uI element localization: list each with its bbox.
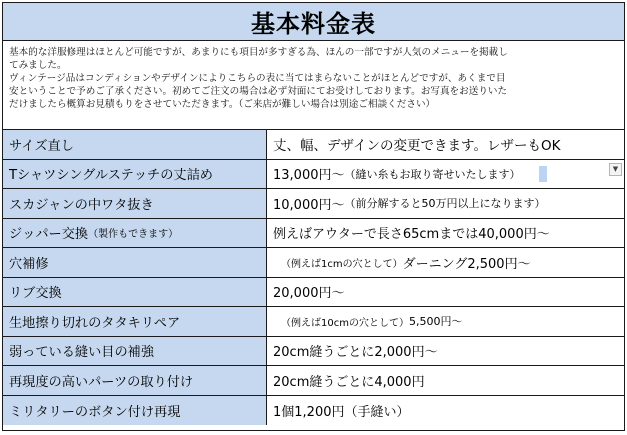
dropdown-arrow-icon[interactable]: ▼ [609,163,622,176]
notice-line: てみました。 [9,60,67,71]
notice-line: だけましたら概算お見積もりをさせていただきます。（ご来店が難しい場合は別途ご相談ください） [9,99,436,110]
notice-line: 基本的な洋服修理はほとんど可能ですが、あまりにも項目が多すぎる為、ほんの一部ですが人気のメニューを掲載し [9,47,508,58]
table-row [3,160,624,190]
table-row [3,130,624,160]
price-cell[interactable] [267,189,624,218]
price-cell[interactable] [267,366,624,395]
item-cell[interactable] [3,307,267,336]
price-cell[interactable] [267,278,624,307]
price-cell[interactable] [267,219,624,248]
table-row [3,307,624,337]
price-label: 20cm縫うごとに2,000円〜 [273,345,438,361]
price-note: （縫い糸もお取り寄せいたします） [344,167,521,181]
item-cell[interactable] [3,396,267,426]
table-row [3,189,624,219]
price-label: 例えばアウターで長さ65cmまでは40,000円〜 [273,227,550,243]
item-label: スカジャンの中ワタ抜き [9,197,154,213]
notice-line: 安ということで予めご了承ください。初めてご注文の場合は必ず対面にてお受けしております。お写真をお送りいた [9,86,508,97]
item-label: ミリタリーのボタン付け再現 [9,404,181,420]
table-row [3,278,624,308]
price-label: 20cm縫うごとに4,000円 [273,374,425,390]
item-cell[interactable] [3,189,267,218]
item-cell[interactable] [3,130,267,159]
item-label: 弱っている縫い目の補強 [9,345,155,361]
price-label: 1個1,200円（手縫い） [273,404,410,420]
price-note: （前分解すると50万円以上になります） [344,197,546,211]
item-cell[interactable] [3,160,267,189]
price-cell[interactable] [267,130,624,159]
item-label: 再現度の高いパーツの取り付け [9,374,194,390]
item-label: ジッパー交換 [9,227,89,243]
cell-cursor [539,166,547,182]
title-cell[interactable] [3,3,624,41]
price-table [2,2,625,431]
table-row [3,366,624,396]
item-label: Tシャツシングルステッチの丈詰め [9,168,213,184]
item-note: （製作もできます） [88,229,179,241]
table-row [3,219,624,249]
price-cell[interactable] [267,307,624,336]
notice-cell[interactable] [3,41,624,130]
item-label: 生地擦り切れのタタキリペア [9,315,181,331]
price-label: 20,000円〜 [273,286,345,302]
price-label: ダーニング2,500円〜 [402,256,531,272]
price-note: （例えば10cmの穴として） [281,317,409,329]
page-title: 基本料金表 [251,10,376,38]
item-label: リブ交換 [9,286,62,302]
price-cell[interactable] [267,396,624,426]
item-label: 穴補修 [9,256,49,272]
price-cell[interactable] [267,337,624,366]
price-label: 13,000円〜 [273,168,345,184]
item-cell[interactable] [3,366,267,395]
item-cell[interactable] [3,219,267,248]
price-label: 丈、幅、デザインの変更できます。レザーもOK [273,138,561,155]
item-cell[interactable] [3,248,267,277]
table-row [3,337,624,367]
item-label: サイズ直し [9,138,74,154]
item-cell[interactable] [3,337,267,366]
price-label: 10,000円〜 [273,197,345,213]
table-row [3,248,624,278]
price-cell[interactable] [267,160,624,189]
notice-line: ヴィンテージ品はコンディションやデザインによりこちらの表に当てはまらないことがほとんどですが、あくまで目 [9,73,506,84]
item-cell[interactable] [3,278,267,307]
price-cell[interactable] [267,248,624,277]
table-row [3,396,624,426]
price-note: （例えば1cmの穴として） [281,258,403,270]
price-label: 5,500円〜 [408,315,463,329]
